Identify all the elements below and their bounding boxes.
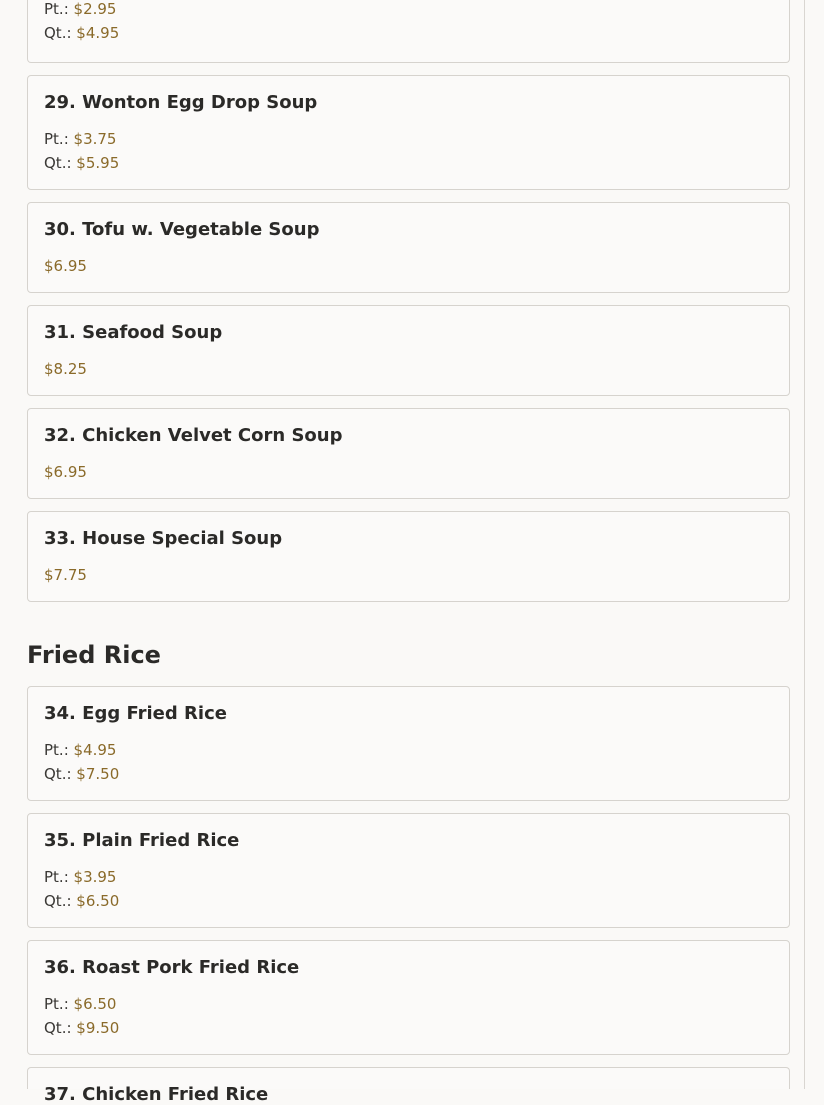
- price-list: [44, 127, 773, 175]
- item-price: $6.95: [44, 257, 87, 275]
- menu-item-card[interactable]: [27, 686, 790, 801]
- quart-price-row: [44, 889, 773, 913]
- pint-price: $2.95: [73, 0, 117, 18]
- quart-price: $4.95: [76, 24, 120, 42]
- menu-item-card[interactable]: [27, 0, 790, 63]
- pint-label: Pt.:: [44, 995, 69, 1013]
- quart-label: Qt.:: [44, 892, 72, 910]
- price-list: [44, 254, 773, 278]
- item-name: 32. Chicken Velvet Corn Soup: [44, 425, 343, 446]
- quart-label: Qt.:: [44, 765, 72, 783]
- menu-item-card[interactable]: [27, 305, 790, 396]
- item-price: $6.95: [44, 463, 87, 481]
- pint-price: $4.95: [73, 741, 117, 759]
- quart-price: $7.50: [76, 765, 120, 783]
- price-list: [44, 0, 773, 45]
- menu-item-card[interactable]: [27, 202, 790, 293]
- item-name: 36. Roast Pork Fried Rice: [44, 957, 300, 978]
- item-name: 29. Wonton Egg Drop Soup: [44, 92, 318, 113]
- pint-price-row: [44, 992, 773, 1016]
- price-row: [44, 460, 773, 484]
- quart-price-row: [44, 762, 773, 786]
- pint-label: Pt.:: [44, 0, 69, 18]
- quart-label: Qt.:: [44, 154, 72, 172]
- menu-item-card[interactable]: [27, 940, 790, 1055]
- price-list: [44, 865, 773, 913]
- pint-price: $6.50: [73, 995, 117, 1013]
- pint-label: Pt.:: [44, 868, 69, 886]
- item-name: 30. Tofu w. Vegetable Soup: [44, 219, 320, 240]
- menu-item-card[interactable]: [27, 408, 790, 499]
- pint-price-row: [44, 127, 773, 151]
- price-list: [44, 992, 773, 1040]
- quart-label: Qt.:: [44, 24, 72, 42]
- pint-label: Pt.:: [44, 741, 69, 759]
- section-title-fried-rice: Fried Rice: [27, 641, 161, 669]
- price-list: [44, 357, 773, 381]
- price-list: [44, 460, 773, 484]
- item-price: $7.75: [44, 566, 87, 584]
- quart-price-row: [44, 1016, 773, 1040]
- menu-item-card[interactable]: [27, 1067, 790, 1105]
- quart-price-row: [44, 21, 773, 45]
- price-row: [44, 254, 773, 278]
- quart-price: $5.95: [76, 154, 120, 172]
- quart-price: $6.50: [76, 892, 120, 910]
- pint-price-row: [44, 865, 773, 889]
- menu-item-card[interactable]: [27, 75, 790, 190]
- item-name: 35. Plain Fried Rice: [44, 830, 240, 851]
- price-list: [44, 563, 773, 587]
- item-name: 31. Seafood Soup: [44, 322, 223, 343]
- price-row: [44, 357, 773, 381]
- price-row: [44, 563, 773, 587]
- menu-item-card[interactable]: [27, 511, 790, 602]
- quart-price-row: [44, 151, 773, 175]
- item-name: 33. House Special Soup: [44, 528, 283, 549]
- pint-price: $3.75: [73, 130, 117, 148]
- pint-price: $3.95: [73, 868, 117, 886]
- pint-price-row: [44, 0, 773, 21]
- menu-item-card[interactable]: [27, 813, 790, 928]
- item-name: 34. Egg Fried Rice: [44, 703, 227, 724]
- pint-label: Pt.:: [44, 130, 69, 148]
- quart-price: $9.50: [76, 1019, 120, 1037]
- price-list: [44, 738, 773, 786]
- pint-price-row: [44, 738, 773, 762]
- item-name: 37. Chicken Fried Rice: [44, 1084, 269, 1105]
- quart-label: Qt.:: [44, 1019, 72, 1037]
- item-price: $8.25: [44, 360, 87, 378]
